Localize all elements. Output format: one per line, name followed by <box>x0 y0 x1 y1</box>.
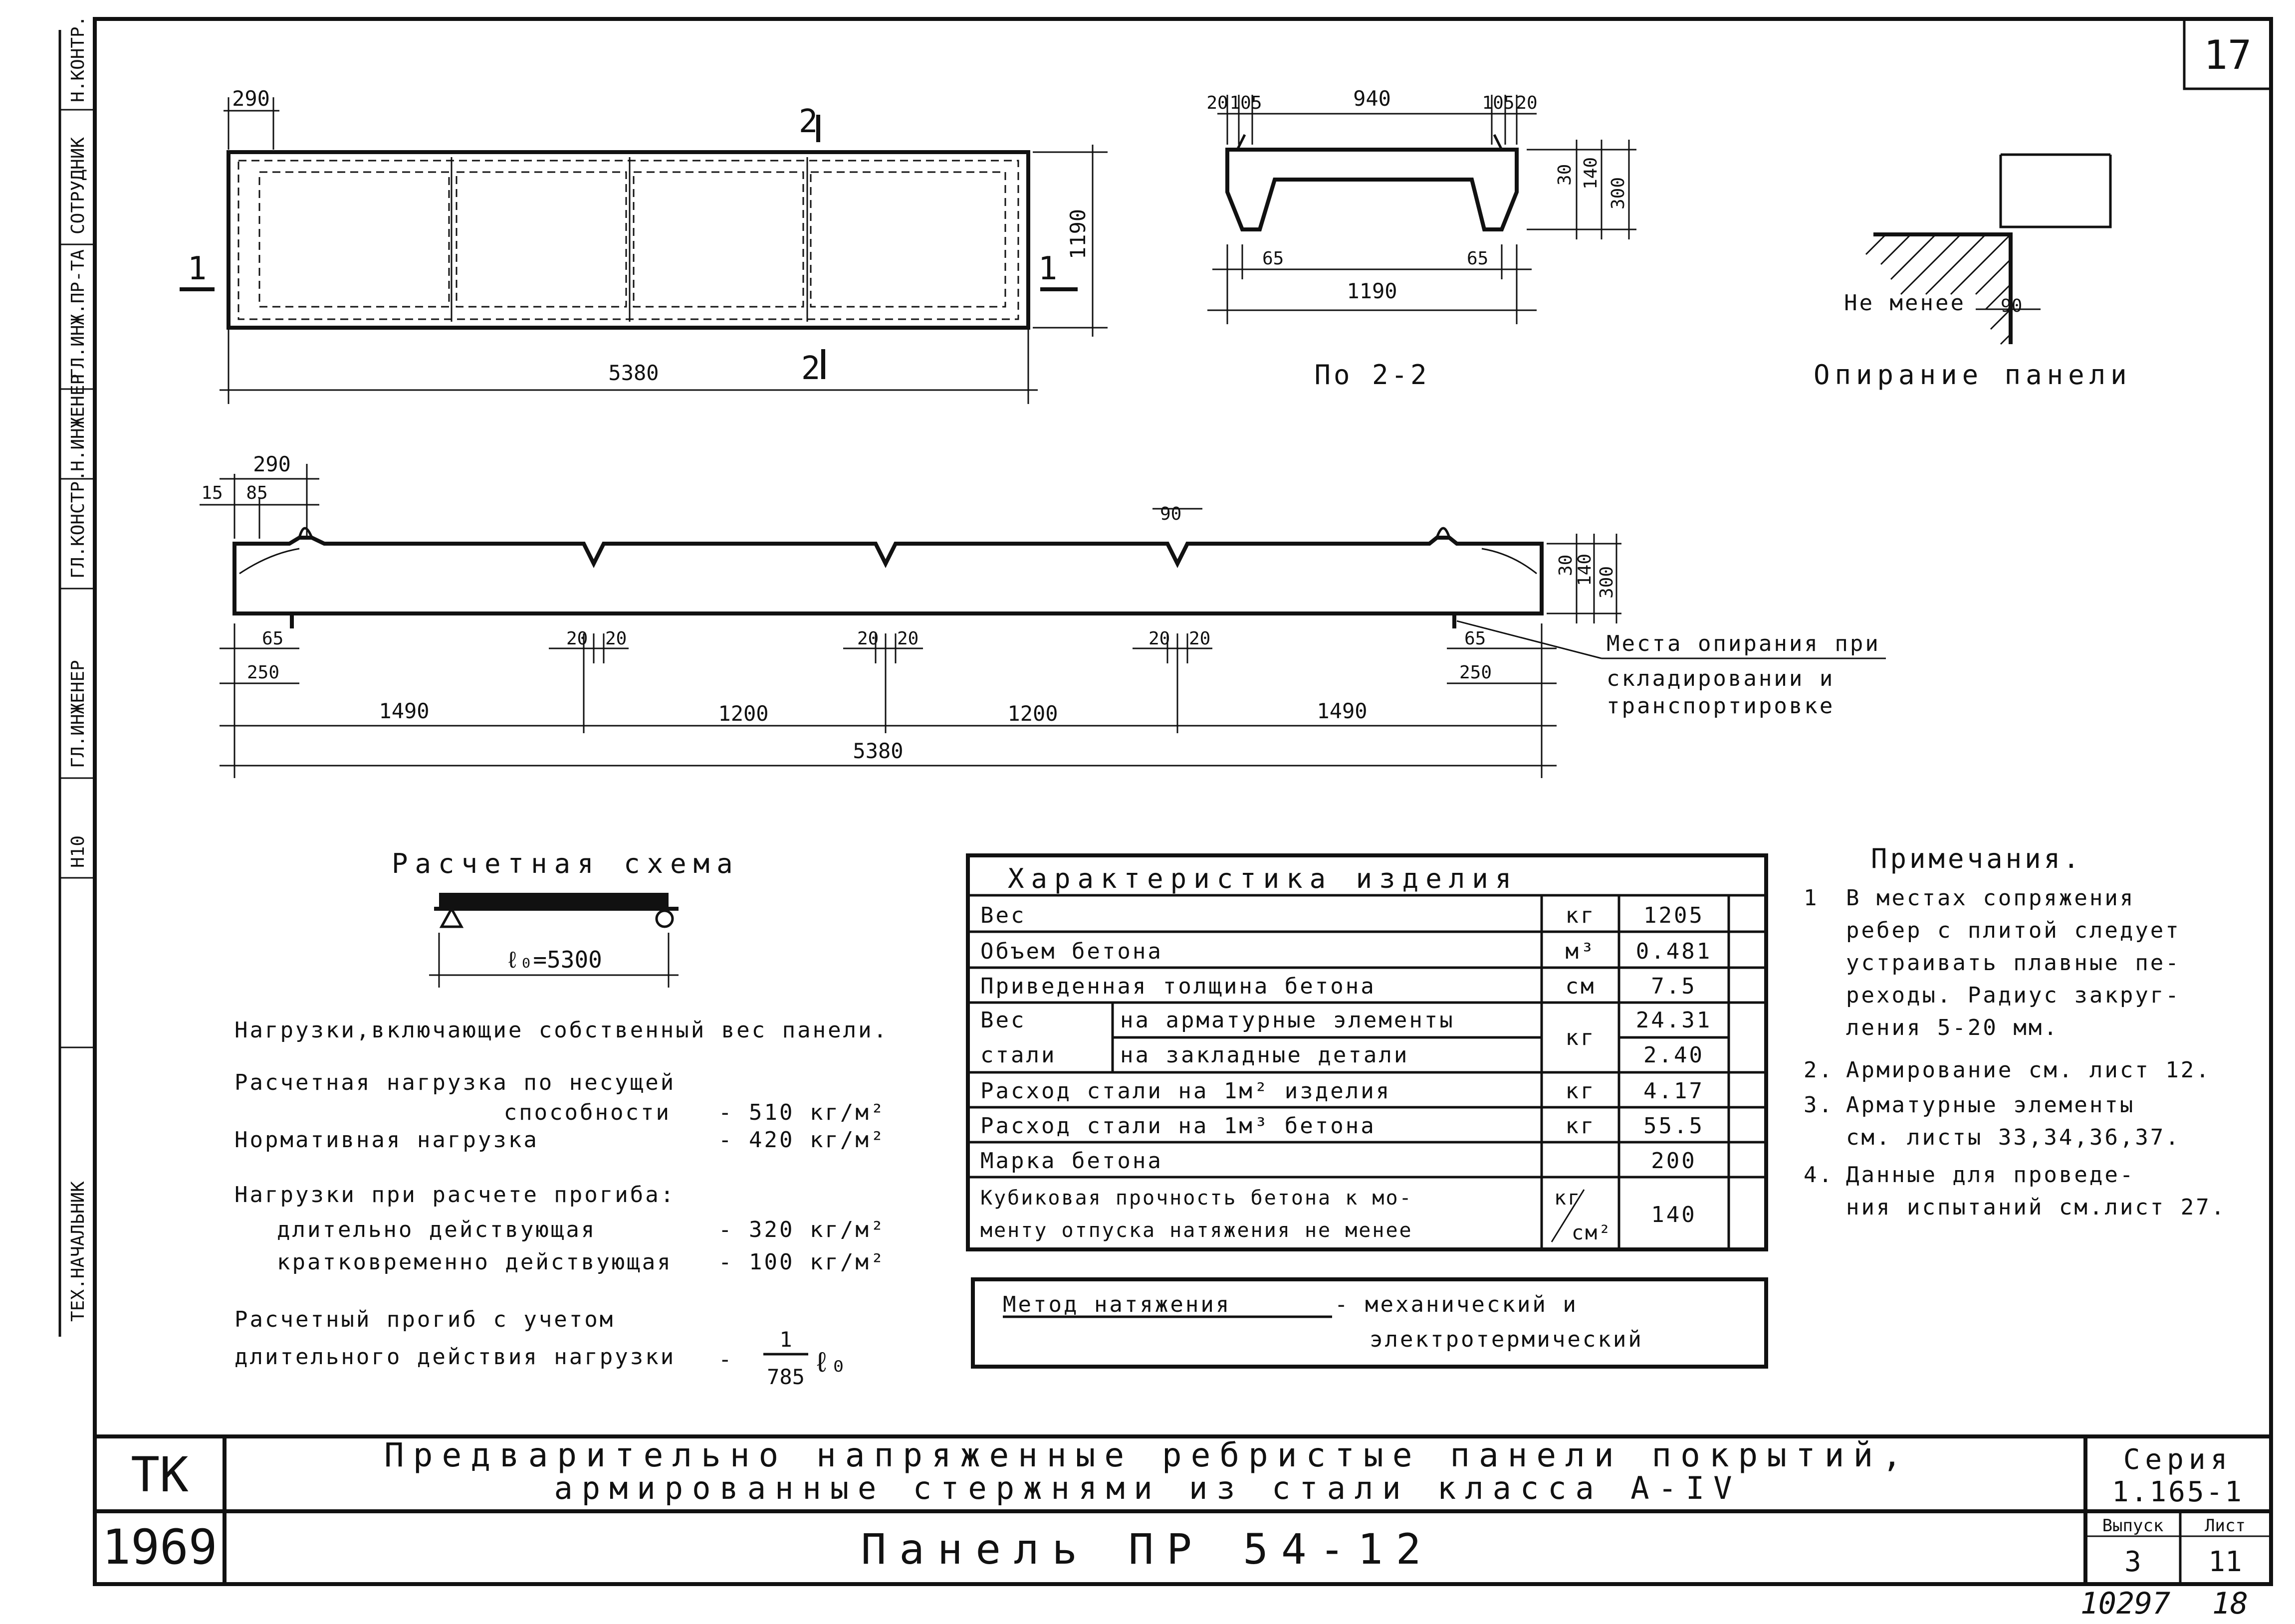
steel-row-1-name: на закладные детали <box>1120 1042 1409 1068</box>
side-dim-total: 5380 <box>853 739 904 763</box>
sheet-value: 11 <box>2208 1546 2242 1578</box>
strength-line2: менту отпуска натяжения не менее <box>980 1219 1413 1242</box>
note-3-line-1: ния испытаний см.лист 27. <box>1846 1195 2227 1220</box>
tension-method <box>973 1279 1766 1367</box>
sec-dim-top-3: 105 <box>1482 93 1515 113</box>
callout-line-0: Места опирания при <box>1606 631 1880 656</box>
callout-line-2: транспортировке <box>1606 693 1835 719</box>
issue-value: 3 <box>2124 1546 2141 1578</box>
steel-row-0-value: 24.31 <box>1635 1008 1712 1033</box>
short-term-value: - 100 кг/м² <box>718 1249 886 1275</box>
char-row-3-unit: кг <box>1565 1078 1596 1104</box>
section-mark-bottom: 2 <box>801 350 821 387</box>
note-3-num: 4. <box>1804 1162 1834 1188</box>
note-0-line-0: В местах сопряжения <box>1846 885 2135 911</box>
stamp-row-2: ГЛ.ИНЖ.ПР-ТА <box>68 249 88 379</box>
char-row-0-name: Вес <box>980 903 1026 928</box>
support-detail <box>1814 155 2132 391</box>
sec-dim-right-1: 140 <box>1581 157 1601 190</box>
title-block <box>95 1436 2271 1584</box>
sec-dim-right-0: 30 <box>1555 164 1575 186</box>
support-value: 90 <box>2001 296 2023 316</box>
plan-dim-width: 1190 <box>1066 208 1090 259</box>
side-span-0: 1490 <box>379 699 430 723</box>
title-line-2: армированные стержнями из стали класса А-IV <box>554 1470 1741 1506</box>
side-dim-rib-4: 20 <box>1148 628 1170 649</box>
stamp-row-1: СОТРУДНИК <box>68 137 88 234</box>
calc-load-line1: Расчетная нагрузка по несущей <box>234 1070 676 1095</box>
pin-support <box>442 909 461 927</box>
sec-dim-right-2: 300 <box>1608 177 1628 209</box>
deflection-dash: - <box>718 1347 734 1372</box>
char-row-2-value: 7.5 <box>1651 974 1697 999</box>
sheet-label: Лист <box>2205 1516 2246 1536</box>
deflection-num: 1 <box>779 1327 792 1352</box>
deflection-heading: Нагрузки при расчете прогиба: <box>234 1182 676 1208</box>
calc-scheme <box>392 848 740 988</box>
sheet-number: 17 <box>2203 32 2252 78</box>
note-1-line-0: Армирование см. лист 12. <box>1846 1057 2211 1083</box>
side-span-2: 1200 <box>1007 701 1058 726</box>
char-row-4-unit: кг <box>1565 1113 1596 1139</box>
char-row-5-value: 200 <box>1651 1148 1697 1174</box>
side-dim-rib-1: 20 <box>605 628 627 649</box>
loads-heading: Нагрузки,включающие собственный вес панели. <box>234 1017 889 1043</box>
stamp-row-5: ГЛ.ИНЖЕНЕР <box>68 660 88 768</box>
title-org: ТК <box>131 1447 189 1503</box>
note-0-line-1: ребер с плитой следует <box>1846 918 2181 943</box>
notes <box>1804 843 2226 1220</box>
norm-load-value: - 420 кг/м² <box>718 1127 886 1153</box>
side-dim-rib-3: 20 <box>897 628 919 649</box>
sec-dim-bottom-1: 65 <box>1467 248 1489 269</box>
roller-support <box>657 911 673 927</box>
char-row-2-name: Приведенная толщина бетона <box>980 974 1376 999</box>
side-dim-bl-1: 250 <box>247 662 280 683</box>
title-year: 1969 <box>102 1519 218 1575</box>
char-row-3-value: 4.17 <box>1643 1078 1704 1104</box>
notes-title: Примечания. <box>1871 843 2082 874</box>
long-term: длительно действующая <box>277 1217 597 1242</box>
char-row-5-name: Марка бетона <box>980 1148 1163 1174</box>
tension-label: Метод натяжения <box>1003 1292 1231 1317</box>
steel-row-0-name: на арматурные элементы <box>1120 1008 1455 1033</box>
deflection-line2: длительного действия нагрузки <box>234 1344 676 1370</box>
deflection-line1: Расчетный прогиб с учетом <box>234 1307 615 1332</box>
side-span-1: 1200 <box>718 701 769 726</box>
section-mark-right: 1 <box>1038 250 1058 287</box>
char-row-4-value: 55.5 <box>1643 1113 1704 1139</box>
char-row-2-unit: см <box>1565 974 1596 999</box>
side-dim-top-0: 290 <box>253 452 291 476</box>
side-dim-br-0: 65 <box>1464 628 1486 649</box>
strength-unit-bottom: см² <box>1572 1221 1612 1244</box>
side-dim-bl-0: 65 <box>262 628 284 649</box>
calc-load-value: - 510 кг/м² <box>718 1100 886 1125</box>
note-2-line-1: см. листы 33,34,36,37. <box>1846 1125 2181 1150</box>
callout-line-1: складировании и <box>1606 666 1835 691</box>
plan-view <box>180 86 1108 404</box>
support-caption: Опирание панели <box>1814 359 2132 391</box>
section-profile <box>1227 150 1517 229</box>
panel-name: Панель ПР 54-12 <box>861 1525 1434 1574</box>
char-row-0-unit: кг <box>1565 903 1596 928</box>
tension-value-2: электротермический <box>1370 1327 1643 1352</box>
tension-value-1: - механический и <box>1335 1292 1578 1317</box>
side-view <box>200 452 1886 778</box>
stamp-row-7: ТЕХ.НАЧАЛЬНИК <box>68 1181 88 1322</box>
issue-label: Выпуск <box>2102 1516 2164 1536</box>
strength-unit-top: кг <box>1554 1187 1582 1210</box>
side-dim-right-1: 140 <box>1575 553 1595 586</box>
char-title: Характеристика изделия <box>1008 863 1519 894</box>
series-value: 1.165-1 <box>2111 1476 2244 1508</box>
side-dim-top-2: 85 <box>246 483 268 503</box>
side-dim-rib-0: 20 <box>566 628 588 649</box>
char-row-1-unit: м³ <box>1565 939 1596 964</box>
note-0-line-3: реходы. Радиус закруг- <box>1846 983 2181 1008</box>
char-row-4-name: Расход стали на 1м³ бетона <box>980 1113 1376 1139</box>
deflection-unit: ℓ₀ <box>813 1346 847 1379</box>
plan-dim-length: 5380 <box>608 361 659 385</box>
note-3-line-0: Данные для проведе- <box>1846 1162 2135 1188</box>
steel-row-1-value: 2.40 <box>1643 1042 1704 1068</box>
side-dim-top-3: 90 <box>1160 504 1182 524</box>
steel-unit: кг <box>1565 1025 1596 1050</box>
stamp-row-0: Н.КОНТР. <box>68 15 88 102</box>
section-caption: По 2-2 <box>1314 359 1430 391</box>
steel-label-2: стали <box>980 1042 1057 1068</box>
side-dim-top-1: 15 <box>201 483 223 503</box>
archive-number: 10297 <box>2080 1586 2171 1621</box>
long-term-value: - 320 кг/м² <box>718 1217 886 1242</box>
title-line-1: Предварительно напряженные ребристые панели покрытий, <box>384 1436 1911 1474</box>
sec-dim-total: 1190 <box>1347 279 1397 303</box>
note-1-num: 2. <box>1804 1057 1834 1083</box>
sec-dim-top-0: 20 <box>1206 93 1228 113</box>
series-label: Серия <box>2123 1443 2233 1476</box>
stamp-row-4: ГЛ.КОНСТР. <box>68 470 88 579</box>
load-bar <box>439 893 669 908</box>
char-row-0-value: 1205 <box>1643 903 1704 928</box>
steel-label-1: Вес <box>980 1008 1026 1033</box>
loads <box>234 1017 889 1389</box>
char-row-3-name: Расход стали на 1м² изделия <box>980 1078 1391 1104</box>
char-row-1-value: 0.481 <box>1635 939 1712 964</box>
characteristics-table <box>968 855 1766 1249</box>
calc-span: ℓ₀=5300 <box>505 946 602 973</box>
strength-value: 140 <box>1651 1202 1697 1227</box>
stamp-row-3: Н.ИНЖЕНЕР <box>68 374 88 471</box>
norm-load: Нормативная нагрузка <box>234 1127 539 1153</box>
side-dim-right-0: 30 <box>1556 554 1576 576</box>
side-dim-rib-5: 20 <box>1189 628 1211 649</box>
panel-outline <box>229 152 1028 328</box>
note-0-line-2: устраивать плавные пе- <box>1846 950 2181 976</box>
side-dim-right-2: 300 <box>1597 566 1617 599</box>
note-2-num: 3. <box>1804 1092 1834 1118</box>
sec-dim-top-4: 20 <box>1516 93 1538 113</box>
deflection-den: 785 <box>767 1365 805 1389</box>
side-dim-br-1: 250 <box>1459 662 1492 683</box>
section-2-2 <box>1206 86 1636 391</box>
support-label: Не менее <box>1844 290 1966 316</box>
strength-line1: Кубиковая прочность бетона к мо- <box>980 1187 1413 1210</box>
note-2-line-0: Арматурные элементы <box>1846 1092 2135 1118</box>
side-stamp <box>60 16 95 1337</box>
section-mark-top: 2 <box>798 103 818 140</box>
short-term: кратковременно действующая <box>277 1249 673 1275</box>
calc-load-line2: способности <box>503 1100 671 1125</box>
calc-scheme-title: Расчетная схема <box>392 848 740 879</box>
side-dim-rib-2: 20 <box>857 628 879 649</box>
section-mark-left: 1 <box>187 250 207 287</box>
sec-dim-top-1: 105 <box>1229 93 1262 113</box>
side-span-3: 1490 <box>1317 699 1368 723</box>
sec-dim-bottom-0: 65 <box>1262 248 1284 269</box>
stamp-row-6: Н10 <box>68 835 88 868</box>
footer-page: 18 <box>2212 1586 2249 1621</box>
plan-dim-top: 290 <box>232 86 270 111</box>
note-0-line-4: ления 5-20 мм. <box>1846 1015 2059 1040</box>
side-profile <box>234 538 1542 613</box>
sec-dim-top-2: 940 <box>1353 86 1391 111</box>
note-0-num: 1 <box>1804 885 1819 911</box>
char-row-1-name: Объем бетона <box>980 939 1163 964</box>
